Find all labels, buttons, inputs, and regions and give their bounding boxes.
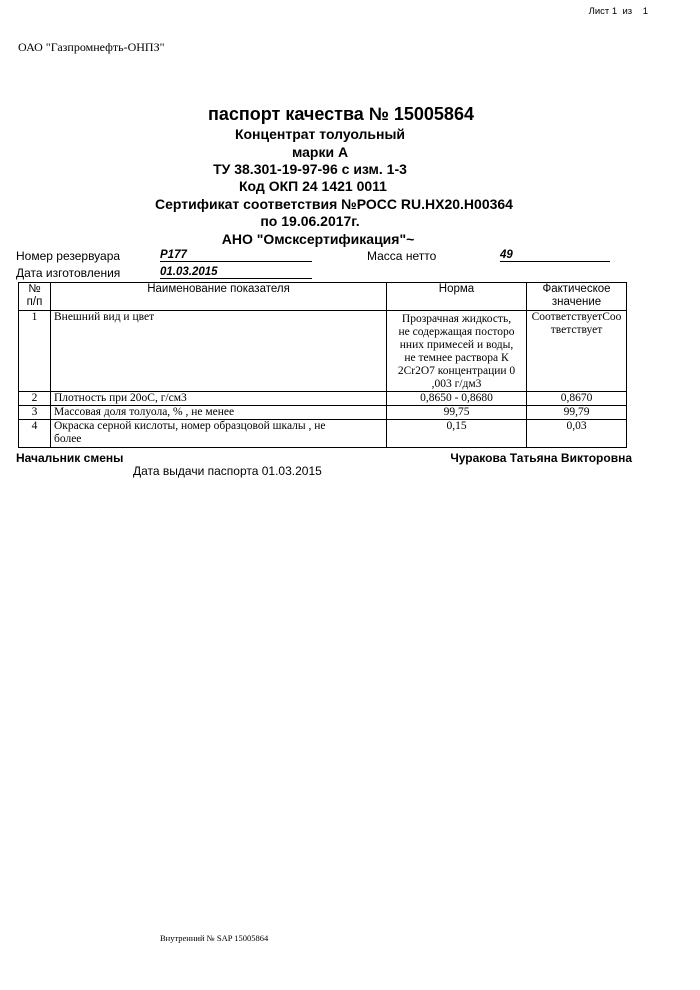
row-name: Окраска серной кислоты, номер образцовой шкалы , не более <box>51 420 387 448</box>
mass-number: 49 <box>500 249 513 261</box>
table-header-row <box>19 283 627 311</box>
row-num: 2 <box>19 392 51 406</box>
manufacture-date: 01.03.2015 <box>160 266 218 278</box>
internal-sap-number: Внутренний № SAP 15005864 <box>160 933 269 943</box>
row-norm: Прозрачная жидкость, не содержащая посторо нних примесей и воды, не темнее раствора К 2Cr2O7 концентрации 0 ,003 г/дм3 <box>387 311 527 392</box>
row-num: 1 <box>19 311 51 392</box>
row-name: Массовая доля толуола, % , не менее <box>51 406 387 420</box>
date-value <box>160 266 312 279</box>
header-actual: Фактическое значение <box>527 283 627 311</box>
tank-value <box>160 249 312 262</box>
row-actual: 0,03 <box>527 420 627 448</box>
header-norm: Норма <box>387 283 527 311</box>
tank-number: Р177 <box>160 249 187 261</box>
company-name: ОАО "Газпромнефть-ОНПЗ" <box>18 40 165 54</box>
certification-authority: АНО "Омсксертификация"~ <box>221 231 415 247</box>
header-num: № п/п <box>19 283 51 311</box>
quality-table <box>18 282 627 448</box>
spec-number: ТУ 38.301-19-97-96 с изм. 1-3 <box>213 161 407 177</box>
shift-head-name: Чуракова Татьяна Викторовна <box>450 451 632 465</box>
row-actual: 99,79 <box>527 406 627 420</box>
mass-label: Масса нетто <box>367 249 437 263</box>
row-num: 4 <box>19 420 51 448</box>
page-counter: Лист 1 из 1 <box>588 6 648 17</box>
shift-head-label: Начальник смены <box>16 451 124 465</box>
row-actual: 0,8670 <box>527 392 627 406</box>
mass-value <box>500 249 610 262</box>
row-norm: 0,8650 - 0,8680 <box>387 392 527 406</box>
row-norm: 99,75 <box>387 406 527 420</box>
table-row <box>19 392 627 406</box>
table-row <box>19 406 627 420</box>
table-row <box>19 311 627 392</box>
table-row <box>19 420 627 448</box>
okp-code: Код ОКП 24 1421 0011 <box>239 178 387 194</box>
row-name: Внешний вид и цвет <box>51 311 387 392</box>
certificate-number: Сертификат соответствия №РОСС RU.HX20.H00364 <box>155 196 513 212</box>
certificate-valid-until: по 19.06.2017г. <box>260 213 360 229</box>
row-norm: 0,15 <box>387 420 527 448</box>
row-actual: СоответствуетСоо тветствует <box>527 311 627 392</box>
row-num: 3 <box>19 406 51 420</box>
passport-title: паспорт качества № 15005864 <box>208 104 474 124</box>
date-label: Дата изготовления <box>16 266 121 280</box>
issue-date: Дата выдачи паспорта 01.03.2015 <box>133 464 322 478</box>
product-grade: марки А <box>291 144 349 160</box>
product-name: Концентрат толуольный <box>234 126 406 142</box>
tank-label: Номер резервуара <box>16 249 121 263</box>
header-name: Наименование показателя <box>51 283 387 311</box>
row-name: Плотность при 20оС, г/см3 <box>51 392 387 406</box>
